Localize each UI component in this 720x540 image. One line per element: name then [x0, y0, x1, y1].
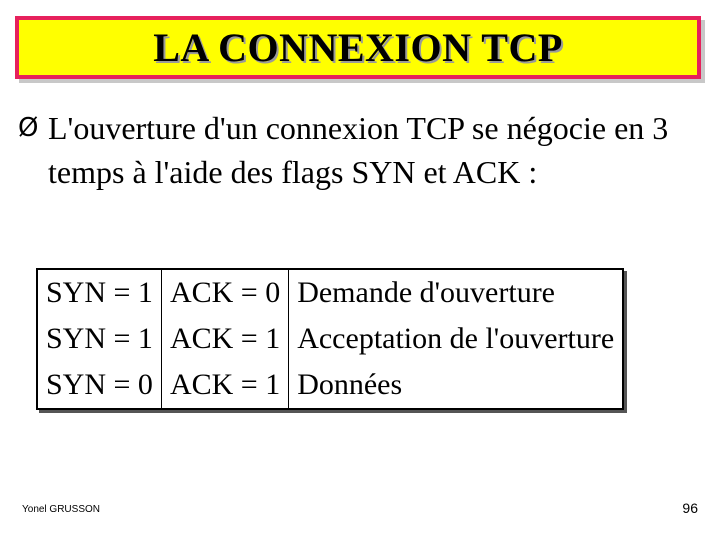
footer-author: Yonel GRUSSON	[22, 504, 100, 515]
title-banner	[15, 16, 701, 79]
table-row	[37, 362, 623, 409]
ack-cell: ACK = 1	[161, 316, 288, 362]
slide-title: LA CONNEXION TCP	[153, 25, 563, 70]
syn-cell: SYN = 0	[37, 362, 161, 409]
page-number: 96	[682, 500, 698, 516]
bullet-item	[18, 106, 708, 194]
arrow-bullet-icon: Ø	[18, 113, 39, 143]
table-row	[37, 269, 623, 316]
syn-cell: SYN = 1	[37, 269, 161, 316]
flags-table	[36, 268, 624, 410]
meaning-cell: Acceptation de l'ouverture	[289, 316, 623, 362]
syn-cell: SYN = 1	[37, 316, 161, 362]
ack-cell: ACK = 0	[161, 269, 288, 316]
table-row	[37, 316, 623, 362]
bullet-text: L'ouverture d'un connexion TCP se négocie en 3 temps à l'aide des flags SYN et ACK :	[48, 110, 669, 190]
meaning-cell: Demande d'ouverture	[289, 269, 623, 316]
meaning-cell: Données	[289, 362, 623, 409]
ack-cell: ACK = 1	[161, 362, 288, 409]
